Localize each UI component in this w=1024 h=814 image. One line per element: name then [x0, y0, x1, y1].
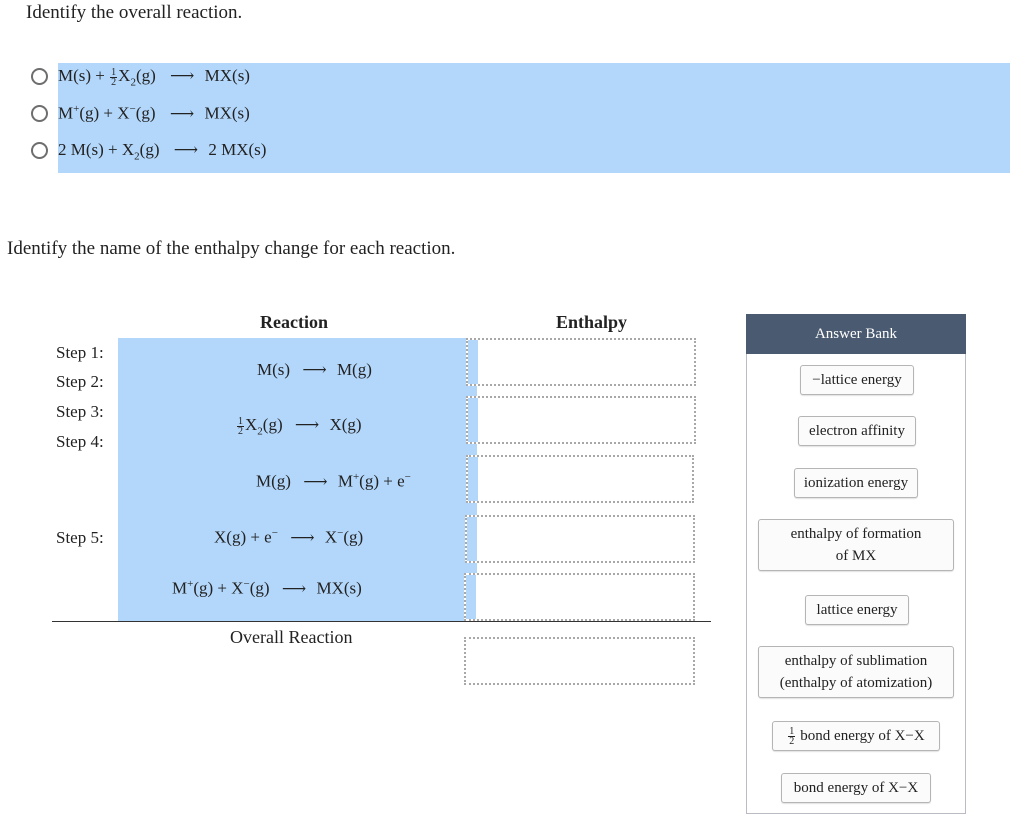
answer-chip-enthalpy-of-formation[interactable]: enthalpy of formation of MX	[758, 519, 954, 571]
overall-reaction-label: Overall Reaction	[230, 627, 353, 647]
reaction-4: X(g) + e− ⟶ X−(g)	[214, 527, 364, 547]
question-enthalpy-names-prompt: Identify the name of the enthalpy change for each reaction.	[7, 238, 456, 259]
step-3-label: Step 3:	[56, 402, 104, 421]
radio-option-3[interactable]	[31, 142, 48, 159]
reaction-5: M+(g) + X−(g) ⟶ MX(s)	[172, 578, 362, 598]
radio-option-1[interactable]	[31, 68, 48, 85]
step-1-label: Step 1:	[56, 343, 104, 362]
step-4-label: Step 4:	[56, 432, 104, 451]
reaction-1: M(s) ⟶ M(g)	[257, 360, 372, 379]
enthalpy-drop-zone-step-2[interactable]	[466, 396, 696, 444]
answer-chip-lattice-energy[interactable]: lattice energy	[805, 595, 909, 625]
enthalpy-drop-zone-step-1[interactable]	[466, 338, 696, 386]
reaction-3: M(g) ⟶ M+(g) + e−	[256, 471, 411, 491]
table-divider	[52, 621, 711, 622]
answer-chip-ionization-energy[interactable]: ionization energy	[794, 468, 918, 498]
answer-chip-electron-affinity[interactable]: electron affinity	[798, 416, 916, 446]
answer-chip-bond-energy[interactable]: bond energy of X−X	[781, 773, 931, 803]
answer-chip-neg-lattice-energy[interactable]: −lattice energy	[800, 365, 914, 395]
answer-chip-half-bond-energy[interactable]: $\frac{1}{2}$ bond energy of X−X	[772, 721, 940, 751]
option-3-label[interactable]: 2 $M(s) + X_2(g)$ ⟶ 2 MX(s)	[58, 140, 267, 163]
step-2-label: Step 2:	[56, 372, 104, 391]
reaction-arrow: ⟶	[170, 66, 195, 85]
enthalpy-drop-zone-step-5[interactable]	[464, 573, 695, 621]
enthalpy-column-header: Enthalpy	[556, 312, 628, 332]
answer-bank-title: Answer Bank	[746, 314, 966, 354]
option-2-label[interactable]: M+(g) + X−(g) ⟶ MX(s)	[58, 103, 250, 123]
half-fraction: $\frac{1}{2}$	[789, 725, 795, 747]
question-overall-reaction-prompt: Identify the overall reaction.	[26, 2, 243, 23]
enthalpy-drop-zone-step-4[interactable]	[465, 515, 695, 563]
option-1-label[interactable]: M(s) + $\frac{1}{2}$ $X_2(g)$ ⟶ MX(s)	[58, 66, 250, 89]
answer-chip-enthalpy-of-sublimation[interactable]: enthalpy of sublimation (enthalpy of atomization)	[758, 646, 954, 698]
reaction-column-header: Reaction	[260, 312, 328, 332]
enthalpy-drop-zone-overall[interactable]	[464, 637, 695, 685]
enthalpy-drop-zone-step-3[interactable]	[466, 455, 694, 503]
half-fraction: $\frac{1}{2}$	[111, 66, 117, 88]
half-fraction: $\frac{1}{2}$	[238, 415, 243, 437]
reaction-arrow: ⟶	[173, 140, 199, 159]
radio-option-2[interactable]	[31, 105, 48, 122]
step-5-label: Step 5:	[56, 528, 104, 547]
reaction-arrow: ⟶	[169, 103, 195, 123]
reaction-2: $\frac{1}{2}$ $X_2(g)$ ⟶ X(g)	[238, 415, 362, 438]
